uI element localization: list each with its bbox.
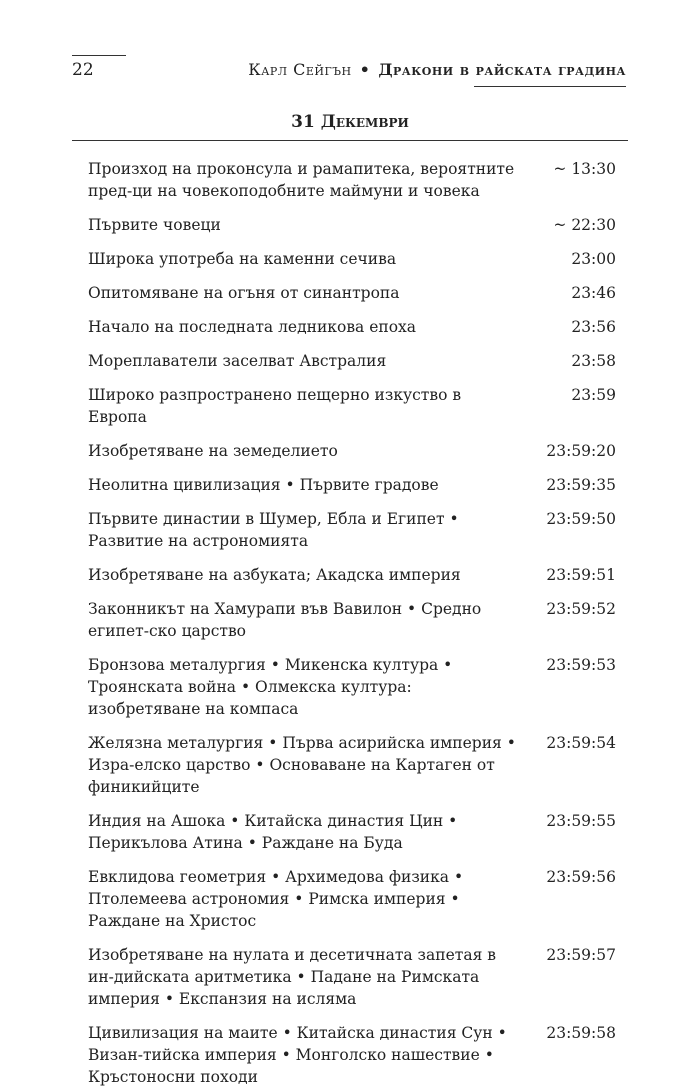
event-text: Индия на Ашока • Китайска династия Цин • Перикълова Атина • Раждане на Буда: [88, 812, 458, 852]
event-text: Изобретяване на земеделието: [88, 442, 338, 460]
event-time: 23:46: [571, 284, 616, 302]
table-row: [88, 474, 616, 496]
running-head: [248, 60, 626, 79]
event-time: 23:59:20: [546, 442, 616, 460]
event-time: 23:59:35: [546, 476, 616, 494]
table-row: [88, 598, 616, 642]
running-head-rule: [474, 86, 626, 87]
table-row: [88, 214, 616, 236]
event-time: 23:59:58: [546, 1024, 616, 1042]
table-row: [88, 654, 616, 720]
table-row: [88, 944, 616, 1010]
event-time: 23:00: [571, 250, 616, 268]
event-time: 23:59:51: [546, 566, 616, 584]
table-row: [88, 866, 616, 932]
table-row: [88, 564, 616, 586]
table-row: [88, 350, 616, 372]
table-row: [88, 1022, 616, 1088]
table-row: [88, 440, 616, 462]
event-time: 23:59:53: [546, 656, 616, 674]
event-text: Бронзова металургия • Микенска култура • Троянската война • Олмекска култура: изобретяване на компаса: [88, 656, 453, 718]
event-time: 23:59:56: [546, 868, 616, 886]
event-text: Опитомяване на огъня от синантропа: [88, 284, 400, 302]
section-title: 31 Декември: [291, 112, 409, 132]
event-text: Мореплаватели заселват Австралия: [88, 352, 387, 370]
event-text: Евклидова геометрия • Архимедова физика • Птолемеева астрономия • Римска империя • Раждане на Христос: [88, 868, 464, 930]
event-text: Законникът на Хамурапи във Вавилон • Средно египет-ско царство: [88, 600, 482, 640]
event-time: ~ 13:30: [553, 160, 616, 178]
table-row: [88, 508, 616, 552]
event-text: Произход на проконсула и рамапитека, вероятните пред-ци на човекоподобните маймуни и човека: [88, 160, 515, 200]
event-text: Цивилизация на маите • Китайска династия Сун • Визан-тийска империя • Монголско нашествие • Кръстоносни походи: [88, 1024, 507, 1086]
author-name: Карл Сейгън: [248, 60, 352, 79]
header-separator: •: [359, 60, 371, 79]
event-text: Първите династии в Шумер, Ебла и Египет • Развитие на астрономията: [88, 510, 459, 550]
table-row: [88, 158, 616, 202]
event-text: Широка употреба на каменни сечива: [88, 250, 397, 268]
event-time: 23:59:54: [546, 734, 616, 752]
event-text: Първите човеци: [88, 216, 221, 234]
event-text: Неолитна цивилизация • Първите градове: [88, 476, 439, 494]
table-row: [88, 810, 616, 854]
table-row: [88, 316, 616, 338]
event-time: 23:59:52: [546, 600, 616, 618]
event-time: 23:59:57: [546, 946, 616, 964]
book-title: Дракони в райската градина: [378, 60, 626, 79]
page-number: 22: [72, 60, 94, 80]
event-time: 23:56: [571, 318, 616, 336]
event-time: ~ 22:30: [553, 216, 616, 234]
table-row: [88, 732, 616, 798]
table-row: [88, 282, 616, 304]
event-text: Начало на последната ледникова епоха: [88, 318, 417, 336]
event-time: 23:59:50: [546, 510, 616, 528]
event-time: 23:59:55: [546, 812, 616, 830]
event-text: Желязна металургия • Първа асирийска империя • Изра-елско царство • Основаване на Картаген от финикийците: [88, 734, 516, 796]
event-time: 23:59: [571, 386, 616, 404]
table-row: [88, 248, 616, 270]
top-rule: [72, 55, 126, 56]
timeline-table: [88, 146, 616, 1088]
event-text: Изобретяване на нулата и десетичната запетая в ин-дийската аритметика • Падане на Римската империя • Експанзия на исляма: [88, 946, 497, 1008]
event-text: Широко разпространено пещерно изкуство в Европа: [88, 386, 462, 426]
event-text: Изобретяване на азбуката; Акадска империя: [88, 566, 461, 584]
event-time: 23:58: [571, 352, 616, 370]
section-rule: [72, 140, 628, 141]
table-row: [88, 384, 616, 428]
